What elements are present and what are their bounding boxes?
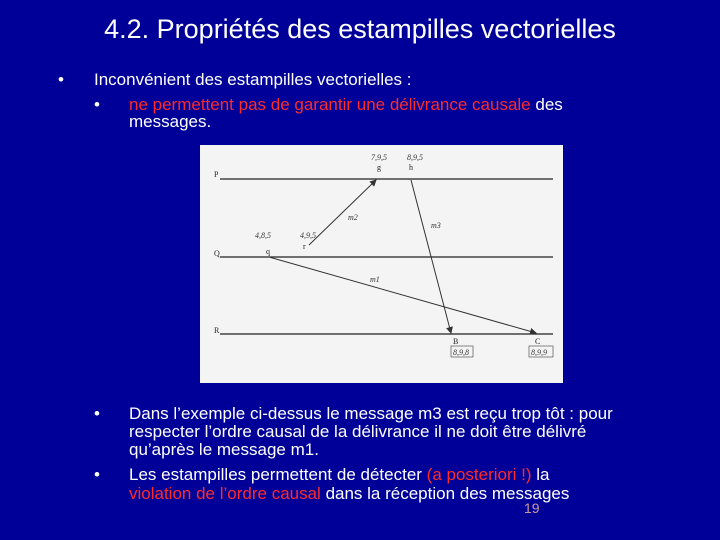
bullet-3-line-2 <box>129 485 569 503</box>
label-m1: m1 <box>370 275 380 284</box>
message-m2-arrow <box>309 180 376 245</box>
bullet-3-line-1 <box>129 466 550 484</box>
bullet-2-line-1: Dans l’exemple ci-dessus le message m3 est reçu trop tôt : pour <box>129 404 613 423</box>
event-g: g <box>377 163 381 172</box>
label-q: Q <box>214 249 220 258</box>
label-p: P <box>214 170 219 179</box>
bullet-3-text-b: la <box>531 465 550 484</box>
bullet-3-text-c: dans la réception des messages <box>320 484 570 503</box>
bullet-1-text: Inconvénient des estampilles vectorielles : <box>94 70 412 89</box>
message-m1-arrow <box>269 257 536 333</box>
stamp-h: 8,9,5 <box>407 153 423 162</box>
event-q: q <box>266 247 270 256</box>
slide-title: 4.2. Propriétés des estampilles vectorielles <box>104 14 616 44</box>
stamp-r: 4,9,5 <box>300 231 316 240</box>
stamp-q: 4,8,5 <box>255 231 271 240</box>
event-b: B <box>453 337 459 346</box>
bullet-3-highlight-a: (a posteriori !) <box>426 465 532 484</box>
bullet-2-line-2: respecter l’ordre causal de la délivrance il ne doit être délivré <box>129 422 587 441</box>
sub-bullet-marker: • <box>94 95 100 114</box>
label-m2: m2 <box>348 213 358 222</box>
event-r: r <box>303 242 306 251</box>
sub-bullet-highlight: ne permettent pas de garantir une délivrance causale <box>129 95 531 114</box>
stamp-g: 7,9,5 <box>371 153 387 162</box>
label-m3: m3 <box>431 221 441 230</box>
event-c: C <box>535 337 541 346</box>
bullet-1-marker: • <box>58 70 64 89</box>
bullet-3-text-a: Les estampilles permettent de détecter <box>129 465 427 484</box>
sub-bullet-continuation: des <box>530 95 563 114</box>
vector-clock-diagram <box>200 145 563 383</box>
bullet-3-highlight-b: violation de l’ordre causal <box>129 484 321 503</box>
sub-bullet-line-2: messages. <box>129 112 212 131</box>
bullet-2-line-3: qu’après le message m1. <box>129 440 319 459</box>
bullet-2-marker: • <box>94 404 100 423</box>
stamp-b: 8,9,8 <box>453 348 469 357</box>
bullet-3-marker: • <box>94 465 100 484</box>
page-number: 19 <box>524 500 540 516</box>
stamp-c: 8,9,9 <box>531 348 547 357</box>
label-r: R <box>214 326 220 335</box>
event-h: h <box>409 163 413 172</box>
